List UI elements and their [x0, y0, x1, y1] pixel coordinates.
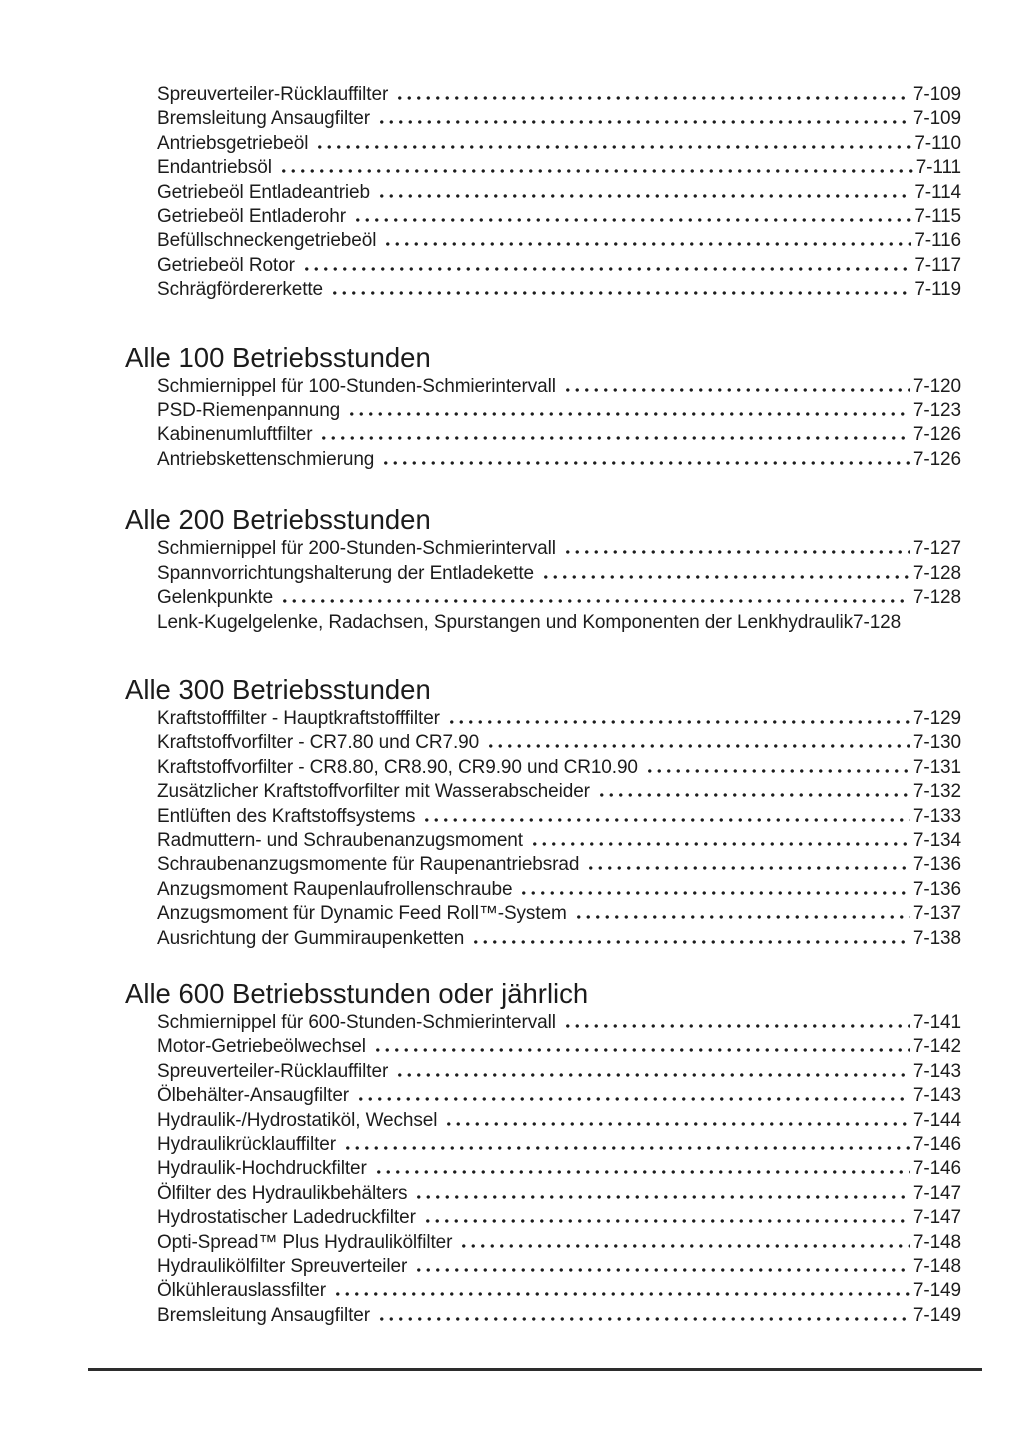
- entry-page-number: 7-110: [914, 132, 961, 154]
- entry-page-number: 7-109: [912, 108, 961, 130]
- toc-entry: [157, 1157, 961, 1181]
- leader-dots: [333, 1292, 910, 1296]
- entry-page-number: 7-111: [915, 157, 961, 179]
- entry-title: Entlüften des Kraftstoffsystems: [157, 805, 416, 827]
- footer-rule: [88, 1368, 982, 1371]
- leader-dots: [447, 720, 910, 724]
- entry-page-number: 7-143: [912, 1060, 961, 1082]
- leader-dots: [444, 1122, 910, 1126]
- entry-page-number: 7-142: [912, 1036, 961, 1058]
- entry-title: Getriebeöl Rotor: [157, 254, 295, 276]
- toc-entry: [157, 853, 961, 877]
- entry-title: PSD-Riemenpannung: [157, 400, 341, 422]
- leader-dots: [343, 1146, 910, 1150]
- toc-entry: [157, 780, 961, 804]
- toc-section: [125, 977, 961, 1328]
- leader-dots: [377, 120, 910, 124]
- toc-entry: [157, 586, 961, 610]
- leader-dots: [319, 436, 909, 440]
- entry-title: Schmiernippel für 100-Stunden-Schmierintervall: [157, 375, 556, 397]
- entry-page-number: 7-128: [912, 587, 961, 609]
- toc-entry: [157, 731, 961, 755]
- toc-entry: [157, 562, 961, 586]
- entry-page-number: 7-116: [914, 230, 961, 252]
- leader-dots: [373, 1048, 910, 1052]
- toc-entry: [157, 132, 961, 156]
- toc-entry: [157, 1304, 961, 1328]
- toc-entry: [157, 902, 961, 926]
- toc-entry: [157, 1011, 961, 1035]
- leader-dots: [377, 1317, 910, 1321]
- entry-page-number: 7-128: [853, 611, 902, 633]
- toc-entry: [157, 537, 961, 561]
- entry-page-number: 7-137: [912, 903, 961, 925]
- leader-dots: [422, 818, 909, 822]
- leader-dots: [353, 218, 911, 222]
- entry-page-number: 7-149: [912, 1304, 961, 1326]
- entry-title: Hydraulik-Hochdruckfilter: [157, 1158, 367, 1180]
- entry-title: Spreuverteiler-Rücklauffilter: [157, 1060, 389, 1082]
- toc-entry: [157, 375, 961, 399]
- leader-dots: [383, 242, 911, 246]
- toc-entry: [157, 1133, 961, 1157]
- toc-entry: [157, 1060, 961, 1084]
- toc-entry: [157, 1279, 961, 1303]
- entry-page-number: 7-148: [912, 1231, 961, 1253]
- entry-page-number: 7-148: [912, 1256, 961, 1278]
- leader-dots: [374, 1170, 910, 1174]
- entry-page-number: 7-109: [912, 84, 961, 105]
- leader-dots: [586, 866, 910, 870]
- entry-page-number: 7-132: [912, 781, 961, 803]
- entry-page-number: 7-146: [912, 1158, 961, 1180]
- leader-dots: [414, 1268, 910, 1272]
- entry-title: Getriebeöl Entladeantrieb: [157, 181, 370, 203]
- toc-entry: [157, 805, 961, 829]
- toc-entry: [157, 107, 961, 131]
- entry-title: Hydrostatischer Ladedruckfilter: [157, 1207, 416, 1229]
- entry-page-number: 7-119: [914, 279, 961, 301]
- entry-title: Kraftstofffilter - Hauptkraftstofffilter: [157, 707, 440, 729]
- entry-title: Kabinenumluftfilter: [157, 424, 313, 446]
- entry-title: Endantriebsöl: [157, 157, 272, 179]
- entry-title: Zusätzlicher Kraftstoffvorfilter mit Wasserabscheider: [157, 781, 590, 803]
- entry-page-number: 7-126: [912, 448, 961, 470]
- entry-page-number: 7-133: [912, 805, 961, 827]
- entry-title: Ausrichtung der Gummiraupenketten: [157, 927, 465, 949]
- entry-title: Kraftstoffvorfilter - CR8.80, CR8.90, CR9.90 und CR10.90: [157, 756, 638, 778]
- entry-title: Schmiernippel für 200-Stunden-Schmierintervall: [157, 538, 556, 560]
- entry-page-number: 7-147: [912, 1207, 961, 1229]
- entry-title: Befüllschneckengetriebeöl: [157, 230, 377, 252]
- toc-entry: [157, 423, 961, 447]
- toc-section: [125, 673, 961, 951]
- entry-title: Anzugsmoment für Dynamic Feed Roll™-System: [157, 903, 567, 925]
- toc-entry: [157, 927, 961, 951]
- toc-section: [125, 503, 961, 635]
- entry-title: Bremsleitung Ansaugfilter: [157, 1304, 370, 1326]
- entry-page-number: 7-144: [912, 1109, 961, 1131]
- section-heading: Alle 100 Betriebsstunden: [125, 341, 431, 373]
- entry-title: Spannvorrichtungshalterung der Entladekette: [157, 562, 535, 584]
- toc-entry: [157, 1206, 961, 1230]
- leader-dots: [541, 575, 910, 579]
- leader-dots: [414, 1195, 910, 1199]
- entry-title: Bremsleitung Ansaugfilter: [157, 108, 370, 130]
- leader-dots: [347, 412, 910, 416]
- entry-title: Schmiernippel für 600-Stunden-Schmierintervall: [157, 1011, 556, 1033]
- leader-dots: [486, 744, 910, 748]
- entry-title: Ölbehälter-Ansaugfilter: [157, 1085, 350, 1107]
- leader-dots: [280, 599, 910, 603]
- toc-entry: [157, 229, 961, 253]
- entry-page-number: 7-115: [914, 206, 961, 228]
- leader-dots: [377, 194, 911, 198]
- entry-title: Antriebsgetriebeöl: [157, 132, 309, 154]
- leader-dots: [519, 891, 909, 895]
- leader-dots: [423, 1219, 910, 1223]
- entry-title: Schraubenanzugsmomente für Raupenantriebsrad: [157, 854, 580, 876]
- toc-entry: [157, 1084, 961, 1108]
- entry-title: Radmuttern- und Schraubenanzugsmoment: [157, 829, 523, 851]
- leader-dots: [471, 940, 910, 944]
- toc: [125, 83, 961, 1328]
- entry-page-number: 7-147: [912, 1182, 961, 1204]
- toc-entry: [157, 829, 961, 853]
- entry-page-number: 7-131: [912, 756, 961, 778]
- entry-title: Ölfilter des Hydraulikbehälters: [157, 1182, 408, 1204]
- leader-dots: [279, 169, 913, 173]
- entry-title: Antriebskettenschmierung: [157, 448, 375, 470]
- entry-page-number: 7-141: [912, 1011, 961, 1033]
- leader-dots: [645, 769, 910, 773]
- toc-entry: [157, 448, 961, 472]
- section-heading: Alle 200 Betriebsstunden: [125, 504, 431, 536]
- toc-entry: [157, 399, 961, 423]
- toc-entry: [157, 878, 961, 902]
- leader-dots: [563, 388, 910, 392]
- leader-dots: [381, 461, 910, 465]
- section-heading: Alle 300 Betriebsstunden: [125, 673, 431, 705]
- leader-dots: [395, 96, 910, 100]
- toc-entry: [157, 611, 961, 635]
- entry-page-number: 7-143: [912, 1085, 961, 1107]
- leader-dots: [302, 267, 912, 271]
- entry-title: Opti-Spread™ Plus Hydraulikölfilter: [157, 1231, 453, 1253]
- toc-entry: [157, 1231, 961, 1255]
- entry-title: Hydraulikölfilter Spreuverteiler: [157, 1256, 408, 1278]
- entry-title: Anzugsmoment Raupenlaufrollenschraube: [157, 878, 513, 900]
- leader-dots: [330, 291, 911, 295]
- toc-entry: [157, 1109, 961, 1133]
- entry-page-number: 7-136: [912, 878, 961, 900]
- toc-entry: [157, 756, 961, 780]
- entry-title: Spreuverteiler-Rücklauffilter: [157, 84, 389, 105]
- leader-dots: [563, 550, 910, 554]
- toc-entry: [157, 1255, 961, 1279]
- entry-page-number: 7-114: [914, 181, 961, 203]
- leader-dots: [530, 842, 910, 846]
- entry-title: Hydraulik-/Hydrostatiköl, Wechsel: [157, 1109, 438, 1131]
- entry-page-number: 7-129: [912, 707, 961, 729]
- leader-dots: [395, 1073, 910, 1077]
- entry-title: Schrägfördererkette: [157, 279, 324, 301]
- leader-dots: [459, 1244, 910, 1248]
- entry-page-number: 7-149: [912, 1280, 961, 1302]
- entry-page-number: 7-138: [912, 927, 961, 949]
- toc-entry: [157, 1035, 961, 1059]
- toc-entry: [157, 707, 961, 731]
- toc-section: [125, 83, 961, 303]
- entry-page-number: 7-117: [914, 254, 961, 276]
- entry-title: Lenk-Kugelgelenke, Radachsen, Spurstangen und Komponenten der Lenkhydraulik: [157, 611, 853, 633]
- leader-dots: [574, 915, 910, 919]
- entry-title: Getriebeöl Entladerohr: [157, 206, 346, 228]
- toc-entry: [157, 156, 961, 180]
- entry-title: Motor-Getriebeölwechsel: [157, 1036, 366, 1058]
- toc-entry: [157, 278, 961, 302]
- toc-entry: [157, 83, 961, 107]
- entry-page-number: 7-130: [912, 732, 961, 754]
- toc-entry: [157, 181, 961, 205]
- toc-entry: [157, 254, 961, 278]
- entry-page-number: 7-127: [912, 538, 961, 560]
- entry-title: Ölkühlerauslassfilter: [157, 1280, 326, 1302]
- entry-page-number: 7-134: [912, 829, 961, 851]
- entry-page-number: 7-128: [912, 562, 961, 584]
- leader-dots: [356, 1097, 910, 1101]
- entry-title: Gelenkpunkte: [157, 587, 274, 609]
- toc-section: [125, 341, 961, 473]
- entry-title: Hydraulikrücklauffilter: [157, 1134, 336, 1155]
- entry-page-number: 7-126: [912, 424, 961, 446]
- entry-page-number: 7-123: [912, 400, 961, 422]
- leader-dots: [597, 793, 910, 797]
- section-heading: Alle 600 Betriebsstunden oder jährlich: [125, 977, 589, 1009]
- toc-entry: [157, 1182, 961, 1206]
- leader-dots: [563, 1024, 910, 1028]
- leader-dots: [315, 145, 911, 149]
- toc-entry: [157, 205, 961, 229]
- entry-title: Kraftstoffvorfilter - CR7.80 und CR7.90: [157, 732, 480, 754]
- entry-page-number: 7-136: [912, 854, 961, 876]
- entry-page-number: 7-146: [912, 1134, 961, 1155]
- entry-page-number: 7-120: [912, 375, 961, 397]
